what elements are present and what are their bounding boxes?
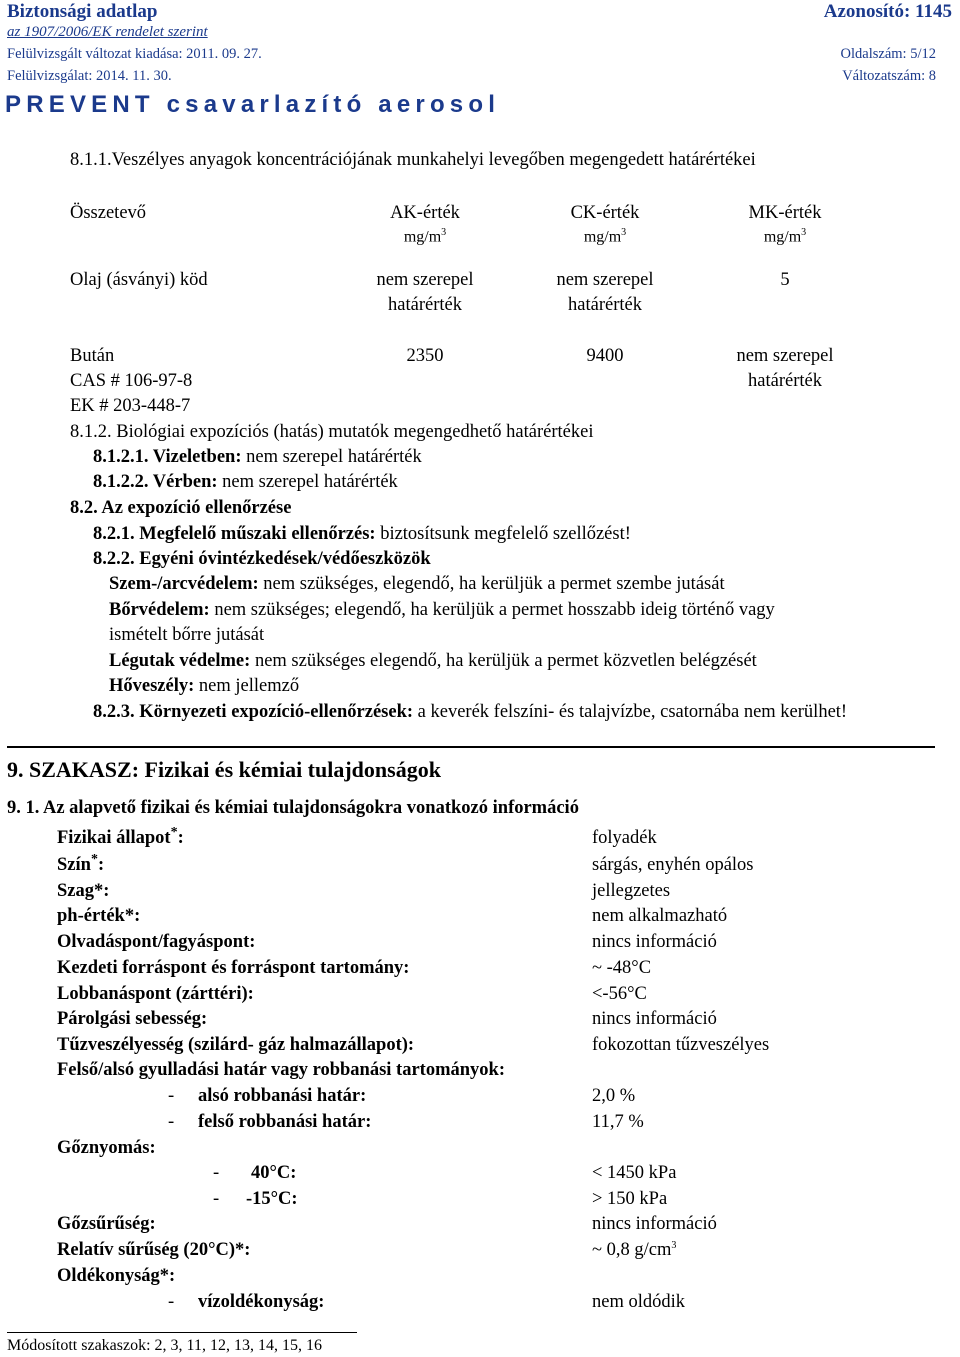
prop-uel-dash: - bbox=[168, 1112, 175, 1132]
row-butane-ck: 9400 bbox=[586, 346, 624, 366]
footer-rule bbox=[7, 1332, 357, 1333]
prop-vp1-dash: - bbox=[213, 1163, 220, 1183]
prop-color-value: sárgás, enyhén opálos bbox=[592, 855, 754, 875]
thermal-hazard: Hőveszély: nem jellemző bbox=[109, 676, 300, 696]
row-butane-mk: nem szerepel bbox=[736, 346, 834, 366]
prop-ws-value: nem oldódik bbox=[592, 1292, 686, 1312]
row-butane-ek: EK # 203-448-7 bbox=[70, 396, 191, 416]
prop-vp2-dash: - bbox=[213, 1189, 220, 1209]
row-oil-mist-ak-2: határérték bbox=[388, 295, 462, 315]
prop-flam-value: fokozottan tűzveszélyes bbox=[592, 1035, 770, 1055]
col-header-ck: CK-érték bbox=[570, 203, 640, 223]
prop-vd-label: Gőzsűrűség: bbox=[57, 1214, 156, 1234]
prop-color-label: Szín*: bbox=[57, 851, 105, 875]
prop-flash-value: <-56°C bbox=[592, 984, 647, 1004]
review-date: Felülvizsgálat: 2014. 11. 30. bbox=[7, 68, 172, 84]
prop-ph-label: ph-érték*: bbox=[57, 906, 141, 926]
section-8-2-2-heading: 8.2.2. Egyéni óvintézkedések/védőeszközök bbox=[93, 549, 431, 569]
prop-lel-value: 2,0 % bbox=[592, 1086, 636, 1106]
prop-melt-value: nincs információ bbox=[592, 932, 717, 952]
section-8-2-3: 8.2.3. Környezeti expozíció-ellenőrzések: a keverék felszíni- és talajvízbe, csatornába nem kerülhet! bbox=[93, 702, 848, 722]
row-butane-cas: CAS # 106-97-8 bbox=[70, 371, 193, 391]
page-number: Oldalszám: 5/12 bbox=[840, 46, 936, 62]
document-id: Azonosító: 1145 bbox=[823, 1, 952, 22]
row-oil-mist-ck-2: határérték bbox=[568, 295, 642, 315]
product-name: PREVENT csavarlazító aerosol bbox=[5, 91, 501, 118]
row-butane-ak: 2350 bbox=[406, 346, 444, 366]
prop-ph-value: nem alkalmazható bbox=[592, 906, 728, 926]
section-8-2-heading: 8.2. Az expozíció ellenőrzése bbox=[70, 498, 292, 518]
prop-flam-label: Tűzveszélyesség (szilárd- gáz halmazállapot): bbox=[57, 1035, 415, 1055]
document-title: Biztonsági adatlap bbox=[7, 1, 158, 22]
section-8-1-1-heading: 8.1.1.Veszélyes anyagok koncentrációjának munkahelyi levegőben megengedett határértékei bbox=[70, 150, 756, 170]
prop-rd-value: ~ 0,8 $g/cm^3$ bbox=[592, 1240, 677, 1261]
prop-uel-value: 11,7 % bbox=[592, 1112, 644, 1132]
prop-uel-label: felső robbanási határ: bbox=[198, 1112, 372, 1132]
prop-vp2-value: > 150 kPa bbox=[592, 1189, 668, 1209]
section-8-2-1: 8.2.1. Megfelelő műszaki ellenőrzés: biztosítsunk megfelelő szellőzést! bbox=[93, 524, 631, 544]
prop-vp2-label: -15°C: bbox=[246, 1189, 298, 1209]
prop-vp1-label: 40°C: bbox=[251, 1163, 297, 1183]
col-header-component: Összetevő bbox=[70, 203, 147, 223]
row-oil-mist-ak: nem szerepel bbox=[376, 270, 474, 290]
section-divider bbox=[7, 746, 935, 748]
prop-lel-label: alsó robbanási határ: bbox=[198, 1086, 367, 1106]
prop-flash-label: Lobbanáspont (zárttéri): bbox=[57, 984, 254, 1004]
revision-issue-date: Felülvizsgált változat kiadása: 2011. 09. 27. bbox=[7, 46, 262, 62]
prop-evap-value: nincs információ bbox=[592, 1009, 717, 1029]
prop-sol-label: Oldékonyság*: bbox=[57, 1266, 176, 1286]
prop-odor-value: jellegzetes bbox=[592, 881, 671, 901]
eye-protection: Szem-/arcvédelem: nem szükséges, elegendő, ha kerüljük a permet szembe jutását bbox=[109, 574, 725, 594]
modified-sections: Módosított szakaszok: 2, 3, 11, 12, 13, 14, 15, 16 bbox=[7, 1337, 322, 1354]
prop-state-label: Fizikai állapot*: bbox=[57, 824, 184, 848]
prop-vp1-value: < 1450 kPa bbox=[592, 1163, 677, 1183]
prop-ws-label: vízoldékonyság: bbox=[198, 1292, 325, 1312]
section-9-title: 9. SZAKASZ: Fizikai és kémiai tulajdonságok bbox=[7, 757, 441, 782]
prop-lel-dash: - bbox=[168, 1086, 175, 1106]
row-oil-mist-name: Olaj (ásványi) köd bbox=[70, 270, 208, 290]
regulation-reference: az 1907/2006/EK rendelet szerint bbox=[7, 24, 208, 40]
col-unit-mk: $mg/m^3$ bbox=[763, 227, 807, 246]
prop-boil-value: ~ -48°C bbox=[592, 958, 652, 978]
prop-rd-label: Relatív sűrűség (20°C)*: bbox=[57, 1240, 251, 1260]
section-8-1-2-heading: 8.1.2. Biológiai expozíciós (hatás) mutatók megengedhető határértékei bbox=[70, 422, 594, 442]
skin-protection-cont: ismételt bőrre jutását bbox=[109, 625, 265, 645]
respiratory-protection: Légutak védelme: nem szükséges elegendő, ha kerüljük a permet közvetlen belégzését bbox=[109, 651, 757, 671]
col-header-mk: MK-érték bbox=[748, 203, 822, 223]
prop-vp-label: Gőznyomás: bbox=[57, 1138, 156, 1158]
row-butane-name: Bután bbox=[70, 346, 115, 366]
skin-protection: Bőrvédelem: nem szükséges; elegendő, ha kerüljük a permet hosszabb ideig történő vagy bbox=[109, 600, 775, 620]
row-oil-mist-ck: nem szerepel bbox=[556, 270, 654, 290]
prop-odor-label: Szag*: bbox=[57, 881, 110, 901]
col-unit-ak: $mg/m^3$ bbox=[403, 227, 447, 246]
col-unit-ck: $mg/m^3$ bbox=[583, 227, 627, 246]
col-header-ak: AK-érték bbox=[390, 203, 460, 223]
prop-ws-dash: - bbox=[168, 1292, 175, 1312]
prop-melt-label: Olvadáspont/fagyáspont: bbox=[57, 932, 256, 952]
version-number: Változatszám: 8 bbox=[842, 68, 936, 84]
row-butane-mk-2: határérték bbox=[748, 371, 822, 391]
prop-limits-label: Felső/alsó gyulladási határ vagy robbanási tartományok: bbox=[57, 1060, 505, 1080]
prop-evap-label: Párolgási sebesség: bbox=[57, 1009, 208, 1029]
prop-vd-value: nincs információ bbox=[592, 1214, 717, 1234]
row-oil-mist-mk: 5 bbox=[780, 270, 790, 290]
section-9-1-subtitle: 9. 1. Az alapvető fizikai és kémiai tulajdonságokra vonatkozó információ bbox=[7, 798, 579, 818]
section-8-1-2-1: 8.1.2.1. Vizeletben: nem szerepel határérték bbox=[93, 447, 422, 467]
section-8-1-2-2: 8.1.2.2. Vérben: nem szerepel határérték bbox=[93, 472, 398, 492]
prop-boil-label: Kezdeti forráspont és forráspont tartomány: bbox=[57, 958, 410, 978]
prop-state-value: folyadék bbox=[592, 828, 657, 848]
